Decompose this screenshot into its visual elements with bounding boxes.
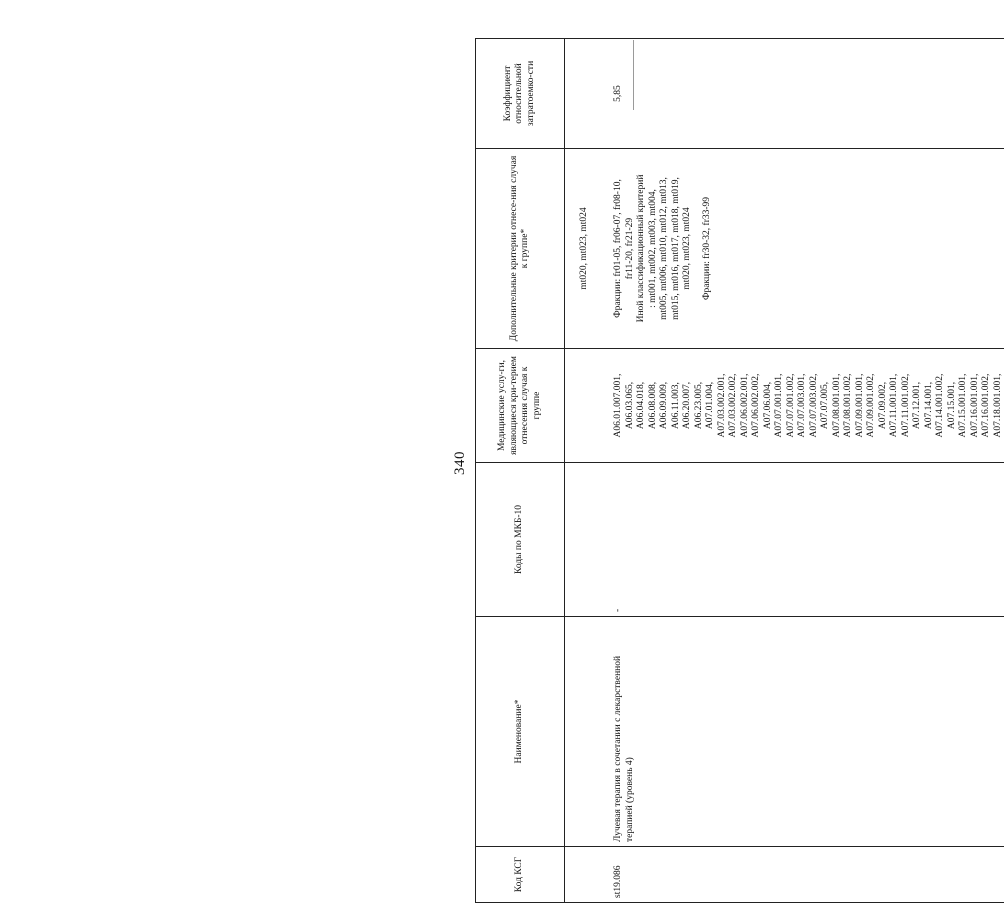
table-header-row — [476, 39, 565, 903]
service-code: A06.11.003, — [670, 382, 681, 429]
service-code: A06.20.007, — [682, 381, 692, 430]
criteria-line: mt015, mt016, mt017, mt018, mt019, — [670, 177, 681, 320]
service-code: A07.07.003.001, — [797, 373, 807, 438]
service-code: A07.08.001.002, — [843, 373, 853, 438]
page-number: 340 — [452, 451, 468, 475]
service-code: A07.07.003.002, — [808, 373, 819, 438]
cell-criteria — [613, 149, 1004, 349]
service-code: A07.03.002.001, — [716, 373, 727, 438]
criteria-line: fr11-20, fr21-29 — [624, 217, 635, 280]
ksg-table — [475, 38, 1004, 903]
service-code: A07.06.004, — [762, 381, 773, 430]
table-row — [613, 39, 1004, 903]
cell-empty — [565, 39, 614, 149]
service-code: A07.15.001.001, — [958, 373, 968, 438]
service-code: A06.09.009, — [659, 381, 669, 430]
service-code: A07.01.004, — [705, 381, 715, 430]
service-code: A07.16.001.002, — [981, 373, 991, 438]
service-code: A07.12.001, — [912, 381, 922, 430]
service-code: A07.09.002, — [877, 381, 888, 430]
header-code: Код КСГ — [476, 847, 565, 903]
table-row-continued — [565, 39, 614, 903]
service-code: A07.14.001.002, — [935, 373, 945, 438]
criteria-line: : mt001, mt002, mt003, mt004, — [647, 189, 658, 308]
cell-services — [613, 349, 1004, 463]
service-code: A07.16.001.001, — [969, 373, 980, 438]
cell-empty — [565, 349, 614, 463]
header-criteria: Дополнительные критерии отнесе-ния случая к группе* — [476, 149, 565, 349]
scan-edge-line — [633, 40, 634, 110]
service-code: A07.06.002.002, — [751, 373, 761, 438]
cell-empty — [565, 463, 614, 617]
header-mkb: Коды по МКБ-10 — [476, 463, 565, 617]
cell-ksg-code: st19.086 — [613, 847, 1004, 903]
header-name: Наименование* — [476, 617, 565, 847]
service-code: A07.07.005, — [820, 381, 830, 430]
service-code: A07.09.001.002, — [866, 373, 876, 438]
service-code: A06.03.065, — [624, 381, 635, 430]
cell-prev-criteria — [565, 149, 614, 349]
service-code: A07.06.002.001, — [739, 373, 750, 438]
cell-coefficient: 5,85 — [613, 39, 1004, 149]
criteria-line: mt005, mt006, mt010, mt012, mt013, — [659, 177, 669, 320]
service-code: A07.11.001.001, — [889, 373, 899, 438]
service-code: A07.09.001.001, — [854, 373, 865, 438]
service-code: A06.04.018, — [636, 381, 646, 430]
cell-mkb: - — [613, 463, 1004, 617]
service-code: A07.15.001, — [946, 381, 957, 430]
service-code: A07.03.002.002, — [728, 373, 738, 438]
service-code: A06.23.005, — [693, 381, 704, 430]
service-code: A07.14.001, — [923, 381, 934, 430]
service-code: A06.08.008, — [647, 381, 658, 430]
header-services: Медицинские услу-ги, являющиеся кри-терием отнесения случая к группе — [476, 349, 565, 463]
criteria-line: mt020, mt023, mt024 — [682, 207, 692, 290]
criteria-line: Фракции: fr30-32, fr33-99 — [701, 196, 712, 301]
header-coefficient: Коэффициент относительной затратоемко-сти — [476, 39, 565, 149]
cell-empty — [565, 617, 614, 847]
criteria-line: Фракции: fr01-05, fr06-07, fr08-10, — [613, 179, 623, 318]
service-code: A07.18.001.001, — [992, 373, 1003, 438]
cell-empty — [565, 847, 614, 903]
service-code: A07.07.001.001, — [774, 373, 784, 438]
prev-criteria-text: mt020, mt023, mt024 — [579, 207, 589, 290]
service-code: A06.01.007.001, — [613, 373, 623, 438]
cell-name: Лучевая терапия в сочетании с лекарственной терапией (уровень 4) — [613, 617, 1004, 847]
service-code: A07.11.001.002, — [900, 373, 911, 438]
service-code: A07.07.001.002, — [785, 373, 796, 438]
service-code: A07.08.001.001, — [831, 373, 842, 438]
criteria-line: Иной классификационный критерий — [636, 174, 646, 323]
